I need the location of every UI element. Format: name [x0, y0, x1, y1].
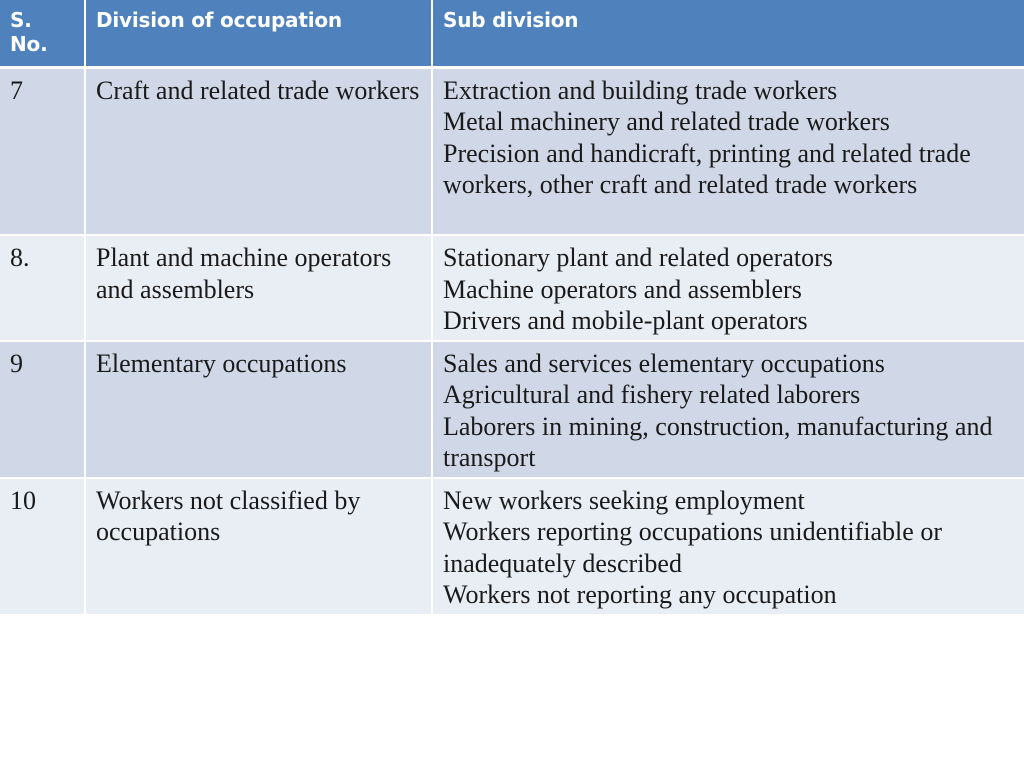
table-row: [0, 341, 1024, 478]
cell-division: Workers not classified by occupations: [85, 478, 432, 615]
subdivision-item: New workers seeking employment: [443, 485, 805, 515]
header-division: Division of occupation: [85, 0, 432, 67]
header-subdivision: Sub division: [432, 0, 1024, 67]
table-row: [0, 67, 1024, 235]
cell-subdivision: [432, 341, 1024, 478]
cell-subdivision: [432, 67, 1024, 235]
subdivision-item: Drivers and mobile-plant operators: [443, 306, 808, 335]
subdivision-item: Metal machinery and related trade workers: [443, 107, 890, 136]
cell-sno: 8.: [0, 235, 85, 341]
subdivision-item: Agricultural and fishery related laborers: [443, 380, 861, 409]
cell-division: Plant and machine operators and assemblers: [85, 235, 432, 341]
subdivision-item: Stationary plant and related operators: [443, 243, 833, 272]
subdivision-item: Laborers in mining, construction, manufacturing and transport: [443, 411, 993, 472]
table-row: [0, 478, 1024, 615]
subdivision-item: Sales and services elementary occupations: [443, 348, 885, 378]
table-header: [0, 0, 1024, 67]
subdivision-item: Workers reporting occupations unidentifiable or inadequately described: [443, 517, 942, 578]
cell-division: Craft and related trade workers: [85, 67, 432, 235]
cell-subdivision: [432, 235, 1024, 341]
header-row: [0, 0, 1024, 67]
subdivision-item: Precision and handicraft, printing and related trade workers, other craft and related trade workers: [443, 138, 971, 199]
cell-sno: 10: [0, 478, 85, 615]
cell-division: Elementary occupations: [85, 341, 432, 478]
cell-sno: 7: [0, 67, 85, 235]
cell-sno: 9: [0, 341, 85, 478]
table-body: [0, 67, 1024, 615]
table-row: [0, 235, 1024, 341]
subdivision-item: Extraction and building trade workers: [443, 75, 838, 105]
header-sno: S. No.: [0, 0, 85, 67]
cell-subdivision: [432, 478, 1024, 615]
subdivision-item: Machine operators and assemblers: [443, 274, 802, 304]
subdivision-item: Workers not reporting any occupation: [443, 580, 837, 609]
